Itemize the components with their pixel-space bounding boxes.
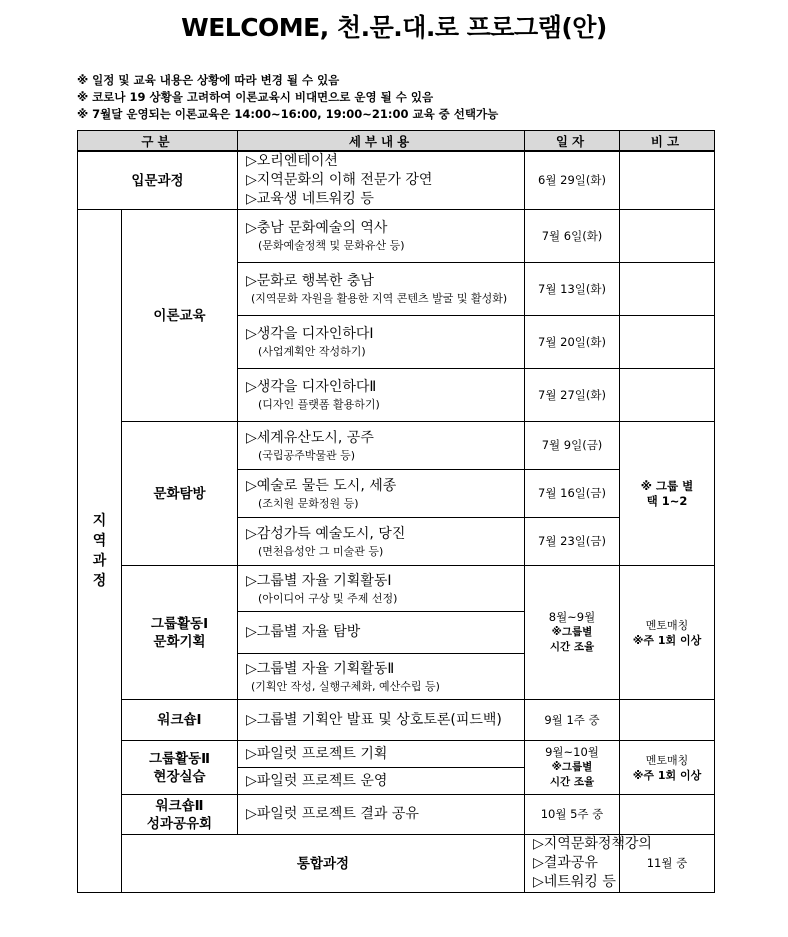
theory-date: 7월 6일(화) [525,210,620,263]
content-main: ▷세계유산도시, 공주 [246,429,374,446]
content-line: ▷교육생 네트워킹 등 [246,191,374,207]
content-main: ▷파일럿 프로젝트 결과 공유 [246,806,419,822]
label-char: 지 [92,513,107,529]
content-line: ▷결과공유 [533,855,598,871]
explore-date: 7월 23일(금) [525,518,620,566]
label-char: 역 [92,533,107,549]
group-activity-2-date [525,741,620,795]
explore-content [238,470,525,518]
content-line: ▷네트워킹 등 [533,874,616,890]
theory-remarks [620,369,715,422]
content-sub: (면천읍성안 그 미술관 등) [258,544,384,558]
content-main: ▷그룹별 자율 탐방 [246,624,361,640]
date-line: 8월~9월 [548,610,596,624]
explore-label: 문화탐방 [122,422,238,566]
group-activity-1-content [238,612,525,654]
workshop-2-date: 10월 5주 중 [525,795,620,835]
workshop-2-remarks [620,795,715,835]
intro-remarks [620,151,715,210]
workshop-1-label: 워크숍Ⅰ [122,700,238,741]
content-sub: (국립공주박물관 등) [258,448,356,462]
notice-item: ※ 코로나 19 상황을 고려하여 이론교육시 비대면으로 운영 될 수 있음 [77,90,434,104]
group-activity-1-date [525,566,620,700]
intro-course-label: 입문과정 [78,151,238,210]
label-line: 현장실습 [153,768,206,785]
integrated-course-label: 통합과정 [122,835,525,893]
theory-remarks [620,316,715,369]
content-main: ▷파일럿 프로젝트 운영 [246,772,388,789]
workshop-2-label [122,795,238,835]
content-main: ▷충남 문화예술의 역사 [246,220,388,236]
header-content: 세부내용 [238,131,525,152]
date-note: 시간 조율 [549,641,595,653]
content-sub: (아이디어 구상 및 주제 선정) [258,591,398,605]
label-line: 그룹활동Ⅰ [150,615,209,632]
header-remarks: 비고 [620,131,715,152]
label-line: 문화기획 [153,633,206,650]
explore-content [238,422,525,470]
regional-course-label [78,210,122,893]
content-sub: (사업계획안 작성하기) [258,345,366,358]
content-sub: (조치원 문화정원 등) [258,496,359,510]
theory-date: 7월 13일(화) [525,263,620,316]
content-sub: (디자인 플랫폼 활용하기) [258,398,380,411]
integrated-content [525,835,652,893]
theory-label: 이론교육 [122,210,238,422]
explore-content [238,518,525,566]
program-schedule-table [77,130,715,893]
remark-line: ※ 그룹 별 [640,478,694,493]
content-main: ▷그룹별 자율 기획활동Ⅱ [246,660,395,677]
workshop-2-content [238,795,525,835]
table-row [78,741,715,768]
content-main: ▷예술로 물든 도시, 세종 [246,477,397,494]
group-activity-1-remarks [620,566,715,700]
header-date: 일자 [525,131,620,152]
theory-remarks [620,210,715,263]
workshop-1-content [238,700,525,741]
table-row [78,422,715,470]
table-row [78,566,715,612]
group-activity-1-content [238,566,525,612]
workshop-1-remarks [620,700,715,741]
label-line: 성과공유회 [146,815,213,832]
theory-content [238,263,525,316]
group-activity-2-remarks [620,741,715,795]
content-main: ▷감성가득 예술도시, 당진 [246,525,406,542]
remark-line: 멘토매칭 [645,753,689,767]
label-char: 과 [92,553,107,569]
table-row [78,151,715,210]
notice-list [77,72,717,123]
content-sub: (지역문화 자원을 활용한 지역 콘텐츠 발굴 및 활성화) [251,292,508,305]
remark-line: 멘토매칭 [645,618,689,632]
explore-date: 7월 9일(금) [525,422,620,470]
notice-item: ※ 7월달 운영되는 이론교육은 14:00~16:00, 19:00~21:00 교육 중 선택가능 [77,107,499,121]
table-row [78,835,715,893]
group-activity-2-label [122,741,238,795]
remark-line: 택 1~2 [646,493,688,508]
content-line: ▷오리엔테이션 [246,153,338,169]
explore-remarks [620,422,715,566]
date-note: ※그룹별 [551,626,593,638]
intro-date: 6월 29일(화) [525,151,620,210]
content-main: ▷문화로 행복한 충남 [246,273,374,289]
theory-content [238,210,525,263]
group-activity-2-content [238,741,525,768]
table-header-row [78,131,715,152]
theory-content [238,369,525,422]
theory-date: 7월 20일(화) [525,316,620,369]
theory-content [238,316,525,369]
workshop-1-date: 9월 1주 중 [525,700,620,741]
explore-date: 7월 16일(금) [525,470,620,518]
group-activity-1-label [122,566,238,700]
content-sub: (문화예술정책 및 문화유산 등) [258,239,405,252]
content-line: ▷지역문화정책강의 [533,836,652,852]
date-line: 9월~10월 [545,745,599,759]
table-row [78,210,715,263]
header-category: 구분 [78,131,238,152]
date-note: ※그룹별 [551,761,593,773]
date-note: 시간 조율 [549,776,595,788]
notice-item: ※ 일정 및 교육 내용은 상황에 따라 변경 될 수 있음 [77,73,340,87]
integrated-date: 11월 중 [620,835,715,893]
content-main: ▷그룹별 자율 기획활동Ⅰ [246,572,392,589]
group-activity-1-content [238,654,525,700]
table-row [78,700,715,741]
label-line: 워크숍Ⅱ [155,797,204,814]
label-line: 그룹활동Ⅱ [148,750,211,767]
label-char: 정 [92,573,107,589]
content-main: ▷생각을 디자인하다Ⅱ [246,379,377,395]
theory-remarks [620,263,715,316]
content-main: ▷파일럿 프로젝트 기획 [246,745,388,762]
remark-note: ※주 1회 이상 [632,633,702,647]
content-main: ▷생각을 디자인하다Ⅰ [246,326,374,342]
table-row [78,795,715,835]
content-main: ▷그룹별 기획안 발표 및 상호토론(피드백) [246,711,502,728]
content-sub: (기획안 작성, 실행구체화, 예산수립 등) [251,679,440,693]
group-activity-2-content [238,768,525,795]
page-title: WELCOME, 천.문.대.로 프로그램(안) [181,13,607,42]
remark-note: ※주 1회 이상 [632,768,702,782]
theory-date: 7월 27일(화) [525,369,620,422]
content-line: ▷지역문화의 이해 전문가 강연 [246,172,433,188]
intro-content [238,151,525,210]
